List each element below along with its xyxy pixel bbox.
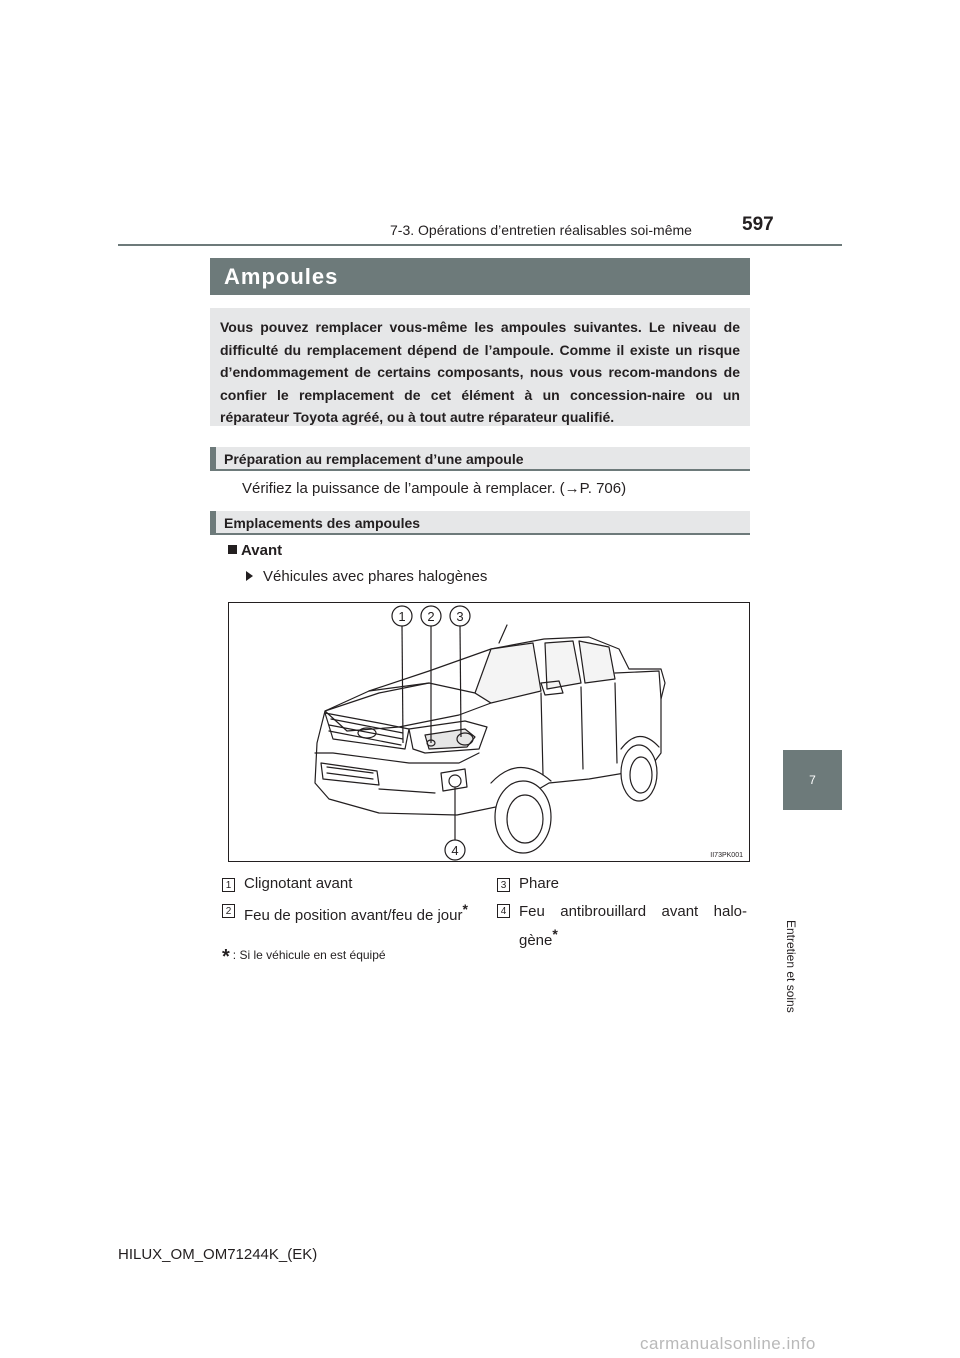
- document-code: HILUX_OM_OM71244K_(EK): [118, 1246, 318, 1263]
- variant-halogen: Véhicules avec phares halogènes: [246, 568, 487, 585]
- callout-3: [450, 606, 470, 626]
- figure-code: II73PK001: [710, 852, 743, 859]
- svg-text:4: 4: [451, 843, 459, 858]
- footnote: * : Si le véhicule en est équipé: [222, 946, 386, 968]
- page-title: Ampoules: [210, 258, 750, 295]
- heading-preparation: Préparation au remplacement d’une ampoule: [210, 447, 750, 471]
- vehicle-figure: [228, 602, 750, 862]
- legend-item-4: 4 Feu antibrouillard avant halo-gène*: [497, 901, 749, 947]
- svg-text:3: 3: [456, 609, 464, 624]
- square-bullet-icon: [228, 545, 237, 554]
- callout-1: [392, 606, 412, 626]
- intro-box: Vous pouvez remplacer vous-même les ampoules suivantes. Le niveau de difficulté du remplacement dépend de l’ampoule. Comme il existe un risque d’endommagement de certains composants, nous vous recom-mandons de confier le remplacement de cet élément à un concession-naire ou un réparateur Toyota agréé, ou à tout autre réparateur qualifié.: [210, 308, 750, 426]
- preparation-text: Vérifiez la puissance de l’ampoule à remplacer. (→P. 706): [242, 480, 627, 497]
- pickup-truck-illustration: [229, 603, 749, 861]
- callout-2: [421, 606, 441, 626]
- svg-text:1: 1: [398, 609, 406, 624]
- svg-text:2: 2: [427, 609, 435, 624]
- subsection-front: Avant: [228, 542, 282, 559]
- chapter-label: Entretien et soins: [784, 920, 798, 1013]
- chapter-number: 7: [809, 773, 816, 787]
- legend-item-2: 2 Feu de position avant/feu de jour*: [222, 901, 492, 921]
- legend-item-3: 3 Phare: [497, 875, 747, 895]
- page-number: 597: [742, 214, 774, 235]
- heading-locations: Emplacements des ampoules: [210, 511, 750, 535]
- chapter-tab[interactable]: [783, 750, 842, 810]
- callout-4: [445, 840, 465, 860]
- triangle-bullet-icon: [246, 571, 253, 581]
- watermark: carmanualsonline.info: [640, 1334, 816, 1353]
- legend-item-1: 1 Clignotant avant: [222, 875, 482, 895]
- section-header: 7-3. Opérations d’entretien réalisables soi-même: [390, 222, 692, 238]
- header-rule: [118, 244, 842, 246]
